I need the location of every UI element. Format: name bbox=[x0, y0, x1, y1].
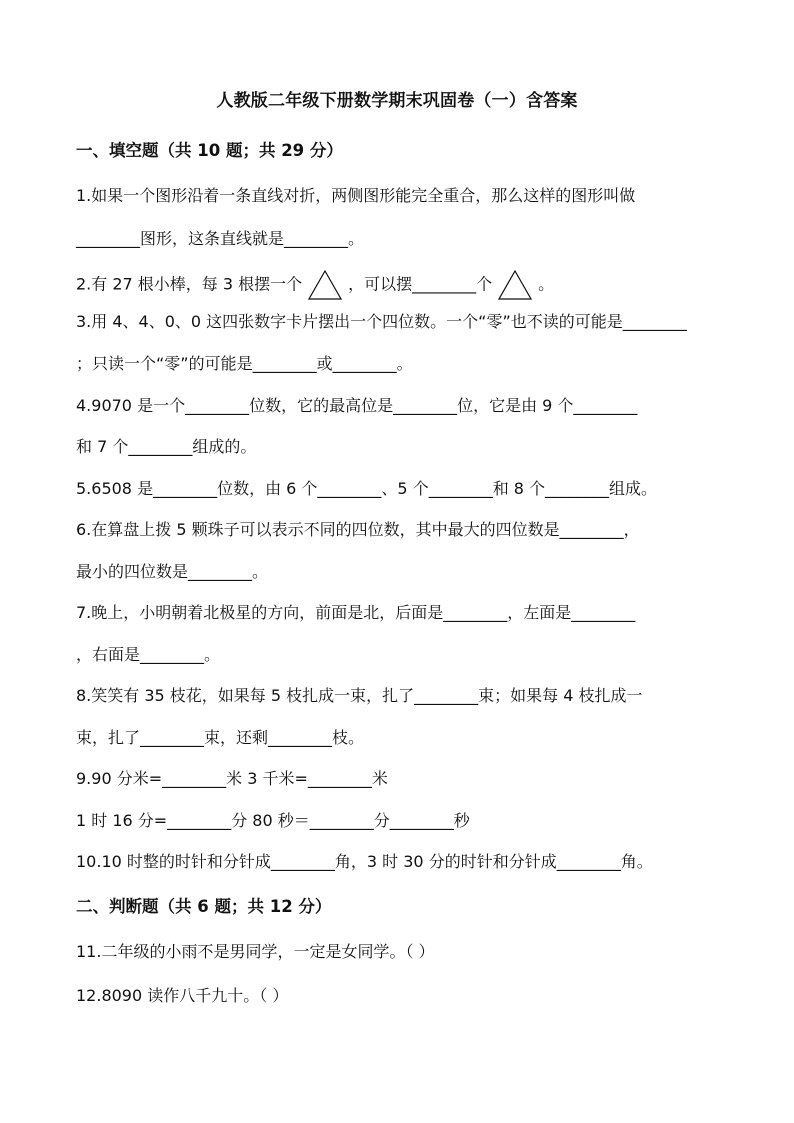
question-11: 11.二年级的小雨不是男同学，一定是女同学。（ ） bbox=[76, 942, 435, 961]
section-heading-true-false: 二、判断题（共 6 题；共 12 分） bbox=[76, 897, 332, 916]
question-2-text-2: ，可以摆________个 bbox=[348, 274, 493, 294]
question-6-line-1: 6.在算盘上拨 5 颗珠子可以表示不同的四位数，其中最大的四位数是________， bbox=[76, 520, 640, 539]
section-heading-fill-in: 一、填空题（共 10 题；共 29 分） bbox=[76, 141, 343, 160]
question-6-line-2: 最小的四位数是________。 bbox=[76, 562, 269, 581]
question-7-line-1: 7.晚上，小明朝着北极星的方向，前面是北，后面是________，左面是________ bbox=[76, 603, 636, 622]
triangle-icon bbox=[308, 270, 342, 300]
question-9-line-2: 1 时 16 分=________分 80 秒＝________分________秒 bbox=[76, 811, 470, 830]
question-2-text-1: 2.有 27 根小棒，每 3 根摆一个 bbox=[76, 274, 303, 294]
question-8-line-2: 束，扎了________束，还剩________枝。 bbox=[76, 728, 365, 747]
question-4-line-1: 4.9070 是一个________位数，它的最高位是________位，它是由 9 个________ bbox=[76, 396, 638, 415]
question-12: 12.8090 读作八千九十。（ ） bbox=[76, 986, 289, 1005]
question-9-line-1: 9.90 分米=________米 3 千米=________米 bbox=[76, 769, 388, 788]
question-3-line-1: 3.用 4、4、0、0 这四张数字卡片摆出一个四位数。一个“零”也不读的可能是________ bbox=[76, 312, 687, 331]
question-8-line-1: 8.笑笑有 35 枝花，如果每 5 枝扎成一束，扎了________束；如果每 4 枝扎成一 bbox=[76, 686, 643, 705]
question-2-text-3: 。 bbox=[538, 274, 555, 294]
question-1-line-2: ________图形，这条直线就是________。 bbox=[76, 229, 365, 248]
question-3-line-2: ；只读一个“零”的可能是________或________。 bbox=[76, 354, 413, 373]
triangle-icon bbox=[498, 270, 532, 300]
question-4-line-2: 和 7 个________组成的。 bbox=[76, 437, 257, 456]
question-2 bbox=[76, 270, 554, 300]
question-7-line-2: ，右面是________。 bbox=[76, 645, 221, 664]
question-10: 10.10 时整的时针和分针成________角，3 时 30 分的时针和分针成________角。 bbox=[76, 852, 653, 871]
question-1-line-1: 1.如果一个图形沿着一条直线对折，两侧图形能完全重合，那么这样的图形叫做 bbox=[76, 186, 636, 205]
question-5: 5.6508 是________位数，由 6 个________、5 个________和 8 个________组成。 bbox=[76, 479, 658, 498]
page-title: 人教版二年级下册数学期末巩固卷（一）含答案 bbox=[216, 91, 578, 111]
